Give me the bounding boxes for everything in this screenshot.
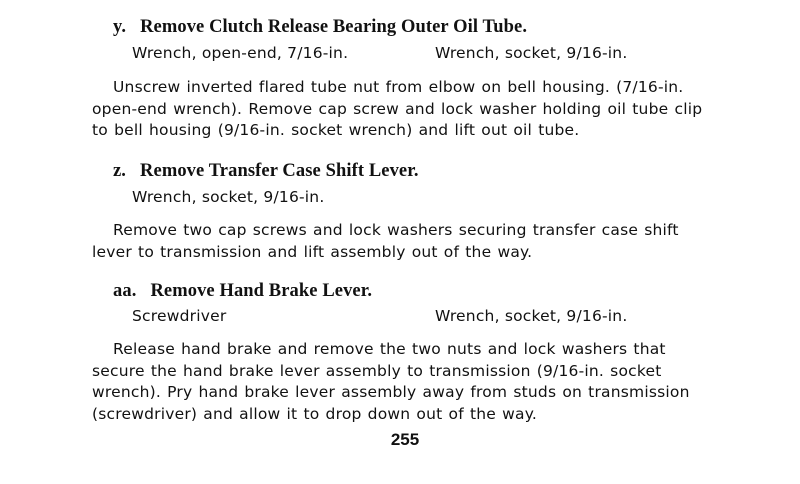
section-letter: y. bbox=[113, 17, 127, 37]
section-y-paragraph: Unscrew inverted flared tube nut from elbow on bell housing. (7/16-in. open-end wrench). Remove cap screw and lock washer holding oil tube clip to bell housing (9/16-in. socket wrench) and lift out oil tube. bbox=[92, 78, 703, 139]
tool-screwdriver: Screwdriver bbox=[132, 307, 227, 325]
tool-open-end-wrench: Wrench, open-end, 7/16-in. bbox=[132, 44, 349, 62]
section-title: Remove Hand Brake Lever. bbox=[150, 281, 373, 301]
tool-socket-wrench: Wrench, socket, 9/16-in. bbox=[132, 188, 325, 206]
section-letter: aa. bbox=[113, 281, 137, 301]
section-z-paragraph: Remove two cap screws and lock washers securing transfer case shift lever to transmission and lift assembly out of the way. bbox=[92, 221, 679, 261]
section-title: Remove Transfer Case Shift Lever. bbox=[140, 161, 419, 181]
section-z-heading bbox=[113, 161, 419, 182]
tool-socket-wrench: Wrench, socket, 9/16-in. bbox=[435, 307, 628, 325]
page-number: 255 bbox=[390, 430, 420, 449]
section-letter: z. bbox=[113, 161, 127, 181]
section-y-heading bbox=[113, 17, 527, 38]
section-aa-paragraph: Release hand brake and remove the two nuts and lock washers that secure the hand brake lever assembly to transmission (9/16-in. socket wrench). Pry hand brake lever assembly away from studs on transmission (screwdriver) and allow it to drop down out of the way. bbox=[92, 340, 690, 423]
section-aa-heading bbox=[113, 281, 372, 302]
tool-socket-wrench: Wrench, socket, 9/16-in. bbox=[435, 44, 628, 62]
section-title: Remove Clutch Release Bearing Outer Oil Tube. bbox=[140, 17, 528, 37]
